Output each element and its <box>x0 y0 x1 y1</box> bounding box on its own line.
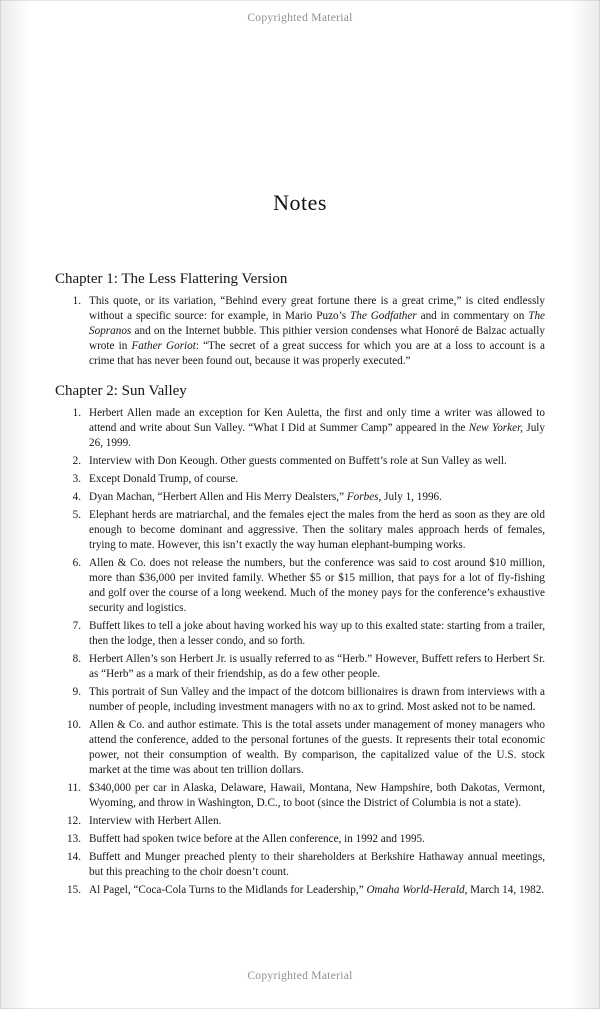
note-text: This quote, or its variation, “Behind every great fortune there is a great crime,” is cited endlessly without a specific source: for example, in Mario Puzo’s The Godfather and in commentary on The Sopranos and on the Internet bubble. This pithier version condenses what Honoré de Balzac actually wrote in Father Goriot: “The secret of a great success for which you are at a loss to account is a crime that has never been found out, because it was properly executed.” <box>89 295 545 367</box>
note-number: 4. <box>72 491 81 503</box>
note-number: 7. <box>72 620 81 632</box>
note-number: 1. <box>72 407 81 419</box>
note-number: 12. <box>67 815 81 827</box>
copyright-notice-top: Copyrighted Material <box>247 12 353 24</box>
note-text: Elephant herds are matriarchal, and the females eject the males from the herd as soon as they are old enough to become dominant and aggressive. Then the solitary males approach herds of females, trying to mate. However, this isn’t exactly the way human elephant-bumping works. <box>89 509 545 551</box>
note-item <box>55 685 545 715</box>
notes-sections <box>55 270 545 898</box>
note-number: 5. <box>72 509 81 521</box>
note-number: 15. <box>67 884 81 896</box>
note-item <box>55 294 545 369</box>
note-item <box>55 850 545 880</box>
note-text: Herbert Allen made an exception for Ken Auletta, the first and only time a writer was allowed to attend and write about Sun Valley. “What I Did at Summer Camp” appeared in the New Yorker, July 26, 1999. <box>89 407 545 449</box>
note-item <box>55 472 545 487</box>
note-number: 2. <box>72 455 81 467</box>
note-number: 3. <box>72 473 81 485</box>
note-number: 8. <box>72 653 81 665</box>
note-number: 13. <box>67 833 81 845</box>
chapter-section <box>55 270 545 369</box>
note-number: 6. <box>72 557 81 569</box>
note-text: Except Donald Trump, of course. <box>89 473 239 485</box>
note-item <box>55 814 545 829</box>
note-number: 9. <box>72 686 81 698</box>
note-item <box>55 556 545 616</box>
page-title: Notes <box>273 190 327 215</box>
note-item <box>55 652 545 682</box>
note-item <box>55 508 545 553</box>
note-item <box>55 883 545 898</box>
note-text: Al Pagel, “Coca-Cola Turns to the Midlands for Leadership,” Omaha World-Herald, March 14, 1982. <box>89 884 545 896</box>
note-item <box>55 406 545 451</box>
note-text: This portrait of Sun Valley and the impact of the dotcom billionaires is drawn from interviews with a number of people, including investment managers with no ax to grind. Most asked not to be named. <box>89 686 545 713</box>
page-edge-shadow-left <box>0 0 42 1009</box>
note-item <box>55 619 545 649</box>
note-text: Allen & Co. and author estimate. This is the total assets under management of money managers who attend the conference, added to the personal fortunes of the guests. It represents their total economic power, not their consumption of wealth. By comparison, the capitalized value of the U.S. stock market at the time was about ten trillion dollars. <box>89 719 545 776</box>
page-edge-shadow-right <box>558 0 600 1009</box>
note-number: 11. <box>67 782 81 794</box>
note-text: Buffett had spoken twice before at the Allen conference, in 1992 and 1995. <box>89 833 425 845</box>
page-content <box>55 0 545 901</box>
note-text: Herbert Allen’s son Herbert Jr. is usually referred to as “Herb.” However, Buffett refers to Herbert Sr. as “Herb” as a mark of their friendship, as do a few other people. <box>89 653 545 680</box>
chapter-section <box>55 382 545 898</box>
chapter-heading: Chapter 1: The Less Flattering Version <box>55 271 288 287</box>
note-item <box>55 454 545 469</box>
note-text: Interview with Herbert Allen. <box>89 815 222 827</box>
note-text: $340,000 per car in Alaska, Delaware, Hawaii, Montana, New Hampshire, both Dakotas, Vermont, Wyoming, and throw in Washington, D.C., to boot (since the District of Columbia is not a state). <box>89 782 545 809</box>
note-text: Allen & Co. does not release the numbers, but the conference was said to cost around $10 million, more than $36,000 per invited family. Whether $5 or $15 million, that pays for a lot of fly-fishing and golf over the course of a long weekend. Much of the money pays for the conference’s exhaustive security and logistics. <box>89 557 545 614</box>
note-item <box>55 490 545 505</box>
note-number: 14. <box>67 851 81 863</box>
note-text: Buffett likes to tell a joke about having worked his way up to this exalted state: starting from a trailer, then the lodge, then a lesser condo, and so forth. <box>89 620 545 647</box>
note-number: 1. <box>72 295 81 307</box>
chapter-heading: Chapter 2: Sun Valley <box>55 383 187 399</box>
note-item <box>55 832 545 847</box>
note-text: Buffett and Munger preached plenty to their shareholders at Berkshire Hathaway annual meetings, but this preaching to the choir doesn’t count. <box>89 851 545 878</box>
copyright-notice-bottom: Copyrighted Material <box>247 970 353 982</box>
note-item <box>55 781 545 811</box>
note-number: 10. <box>67 719 81 731</box>
note-item <box>55 718 545 778</box>
note-text: Dyan Machan, “Herbert Allen and His Merry Dealsters,” Forbes, July 1, 1996. <box>89 491 442 503</box>
note-text: Interview with Don Keough. Other guests commented on Buffett’s role at Sun Valley as well. <box>89 455 507 467</box>
